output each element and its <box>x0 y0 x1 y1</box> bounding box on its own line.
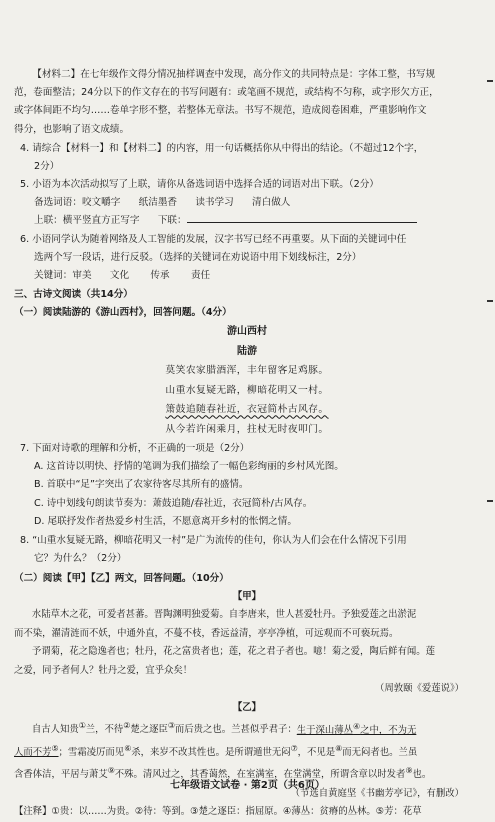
q5-options <box>14 194 480 212</box>
poem-line: 从今若许闲乘月，拄杖无时夜叩门。 <box>165 423 329 435</box>
page-footer: 七年级语文试卷 · 第2页（共6页） <box>170 780 325 791</box>
q7-option-a: A. 这首诗以明快、抒情的笔调为我们描绘了一幅色彩绚丽的乡村风光图。 <box>34 461 344 473</box>
q6-stem: 6. 小语同学认为随着网络及人工智能的发展，汉字书写已经不再重要。从下面的关键词中任 <box>20 234 407 245</box>
question-7 <box>14 440 480 531</box>
q7-option-b: B. 首联中“足”字突出了农家待客尽其所有的盛情。 <box>34 479 249 491</box>
passage-jia-label: 【甲】 <box>232 591 262 602</box>
passage-yi-line: 含香体洁，平居与萧艾⑨不殊。清风过之，其香蔼然，在室满室，在堂满堂，所谓含章以时发者⑨也。 <box>14 766 432 781</box>
passage-yi-line: 人而不芳⑤；雪霜凌厉而见⑥杀，来岁不改其性也。是所谓遁世无闷⑦，不见是⑧而无闷者也。兰虽 <box>14 743 418 759</box>
poem-author: 陆游 <box>237 345 257 357</box>
question-8 <box>14 532 480 568</box>
q5-couplet <box>14 212 480 230</box>
sub-section-2 <box>14 570 480 588</box>
underlined-sentence: 生于深山薄丛④之中，不为无 <box>296 721 417 736</box>
question-5 <box>14 176 480 231</box>
passage-jia-line: 而不染，濯清涟而不妖，中通外直，不蔓不枝，香远益清，亭亭净植，可远观而不可亵玩焉。 <box>14 627 399 639</box>
q6-keywords <box>14 267 480 285</box>
q7-option-d: D. 尾联抒发作者热爱乡村生活，不愿意离开乡村的怅惘之情。 <box>34 515 297 527</box>
sub-section-2-title: （二）阅读【甲】【乙】两文，回答问题。（10分） <box>14 573 229 584</box>
poem-line: 莫笑农家腊酒浑，丰年留客足鸡豚。 <box>165 365 329 377</box>
notes: 【注释】①贵：以……为贵。②待：等到。③楚之逐臣：指屈原。④薄丛：贫瘠的丛林。⑤芳：花草 <box>14 806 422 818</box>
passage-jia-line: 之爱，同予者何人？牡丹之爱，宜乎众矣！ <box>14 664 193 676</box>
poem-title: 游山西村 <box>227 326 267 337</box>
passage-jia-line: 予谓菊，花之隐逸者也；牡丹，花之富贵者也；莲，花之君子者也。噫！菊之爱，陶后鲜有闻。莲 <box>31 646 435 658</box>
material2-line: 范，卷面整洁；24分以下的作文存在的书写问题有：或笔画不规范，或结构不匀称，或字形欠方正， <box>14 87 439 99</box>
q5-option: 清白做人 <box>252 197 291 209</box>
q5-answer-blank[interactable] <box>187 212 417 223</box>
passage-yi-source: （节选自黄庭坚《书幽芳亭记》，有删改） <box>290 788 464 799</box>
passage-jia-line: 水陆草木之花，可爱者甚蕃。晋陶渊明独爱菊。自李唐来，世人甚爱牡丹。予独爱莲之出淤泥 <box>31 609 417 621</box>
q8-stem-cont: 它？为什么？（2分） <box>34 553 127 565</box>
q5-option: 咬文嚼字 <box>81 197 121 209</box>
q4-stem-cont: 2分） <box>34 161 60 173</box>
poem <box>14 322 480 440</box>
question-4 <box>14 140 480 176</box>
section-3-header <box>14 286 480 322</box>
q5-lower-label: 下联： <box>157 215 187 227</box>
q6-keyword: 文化 <box>109 270 130 282</box>
q4-stem: 4. 请综合【材料一】和【材料二】的内容，用一句话概括你从中得出的结论。（不超过12个字， <box>20 143 424 154</box>
passage-yi-line: 自古人知贵①兰，不待②楚之逐臣③而后贵之也。兰甚似乎君子：生于深山薄丛④之中，不为无 <box>31 721 417 736</box>
poem-line: 山重水复疑无路，柳暗花明又一村。 <box>165 384 329 396</box>
material2-block <box>14 66 480 139</box>
material2-line: 或字体间距不均匀……卷单字形不整，若整体无章法。书写不规范，造成阅卷困难，严重影响作文 <box>14 105 427 117</box>
q6-keywords-label: 关键词：审美 <box>34 270 92 282</box>
passage-jia <box>14 588 480 698</box>
q8-stem: 8. “山重水复疑无路，柳暗花明又一村”是广为流传的佳句，你认为人们会在什么情况下引用 <box>20 535 407 546</box>
q5-options-label: 备选词语： <box>34 197 82 209</box>
material2-line: 得分，也影响了语文成绩。 <box>14 123 130 135</box>
passage-yi <box>14 699 480 822</box>
passage-yi-label: 【乙】 <box>232 702 262 713</box>
poem-line-underlined: 箫鼓追随春社近，衣冠简朴古风存。 <box>165 404 329 416</box>
section-3-sub1: （一）阅读陆游的《游山西村》，回答问题。（4分） <box>14 307 232 319</box>
question-6 <box>14 231 480 286</box>
q7-option-c: C. 诗中划线句朗读节奏为：萧鼓追随/春社近，衣冠简朴/古风存。 <box>34 497 313 509</box>
q6-keyword: 责任 <box>190 270 211 282</box>
edge-mark <box>487 80 493 82</box>
underlined-sentence: 人而不芳⑤ <box>14 743 59 759</box>
section-3-title: 三、古诗文阅读（共14分） <box>14 289 133 300</box>
q5-option: 纸洁墨香 <box>138 197 178 209</box>
edge-mark <box>487 500 493 502</box>
edge-mark <box>487 300 493 302</box>
passage-jia-source: （周敦颐《爱莲说》） <box>374 683 464 695</box>
q5-upper: 上联：横平竖直方正写字 <box>34 215 140 227</box>
q5-stem: 5. 小语为本次活动拟写了上联，请你从备选词语中选择合适的词语对出下联。（2分） <box>20 179 379 190</box>
q6-keyword: 传承 <box>150 270 170 282</box>
q5-option: 读书学习 <box>195 197 234 209</box>
q6-stem-cont: 选两个写一段话，进行反驳。（选择的关键词在劝说语中用下划线标注，2分） <box>34 252 362 264</box>
q7-stem: 7. 下面对诗歌的理解和分析，不正确的一项是（2分） <box>20 443 250 454</box>
material2-line: 【材料二】在七年级作文得分情况抽样调查中发现，高分作文的共同特点是：字体工整，书写规 <box>32 69 436 80</box>
